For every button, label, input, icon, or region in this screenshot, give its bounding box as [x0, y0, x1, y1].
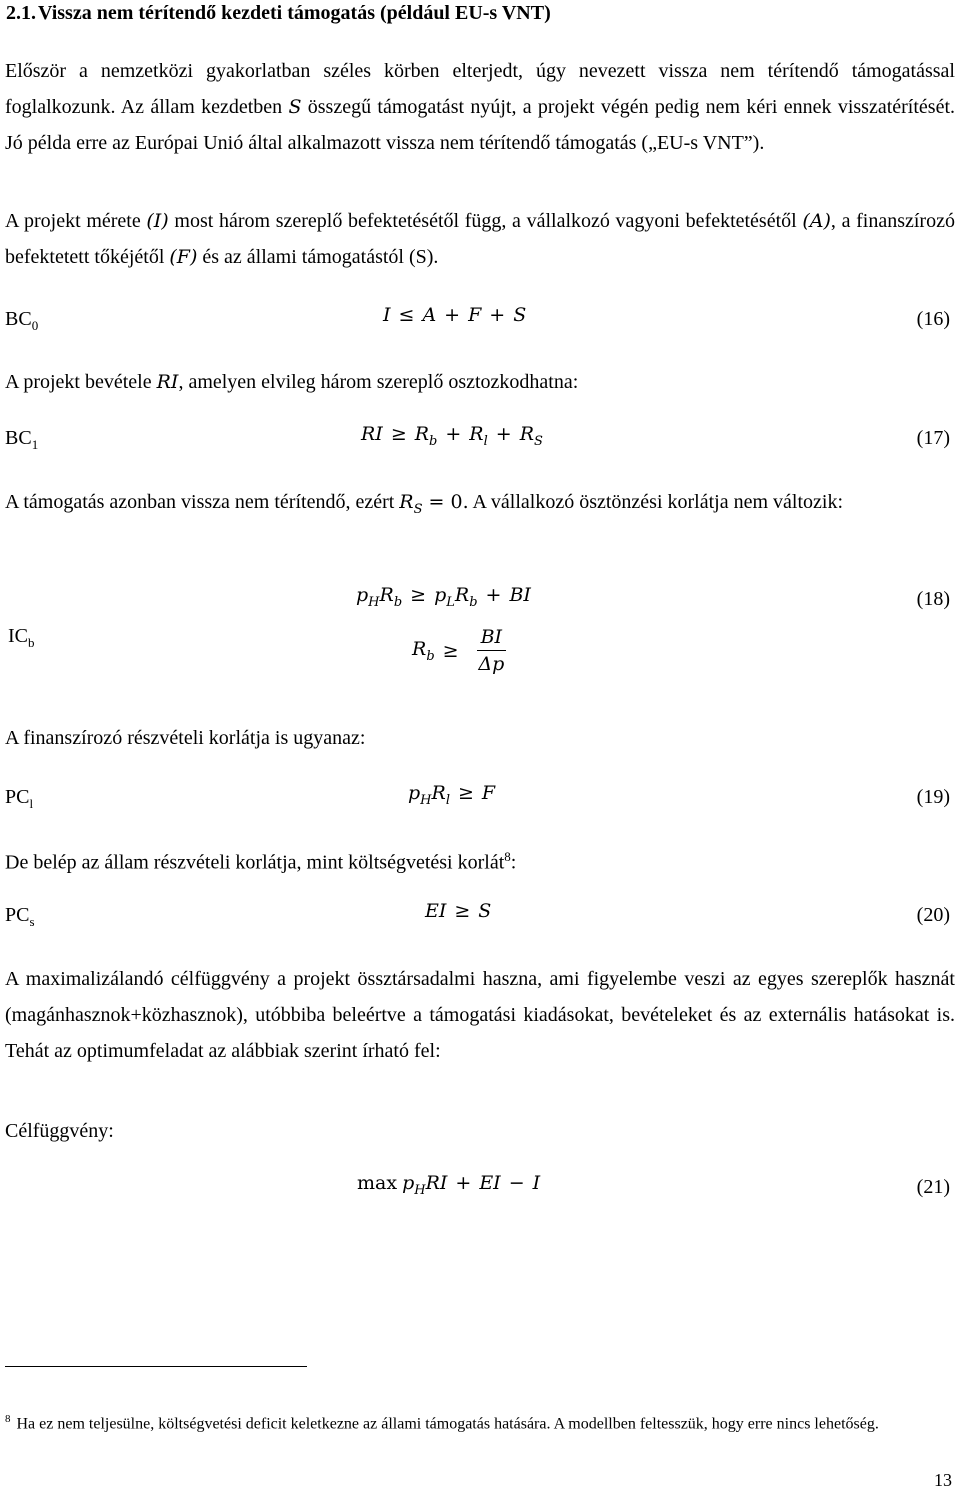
equation-number: (16): [916, 308, 950, 330]
footnote: [5, 1408, 955, 1435]
footnote-mark: 8: [5, 1413, 11, 1425]
equation-body-line2: $R_b$ ≥ $\frac{BI}{\Delta p}$: [412, 626, 505, 675]
paragraph-state: De belép az állam részvételi korlátja, mint költségvetési korlát$^8$:: [5, 849, 517, 874]
equation-body: I ≤ A + F + S: [383, 304, 527, 326]
equation-number: (21): [916, 1176, 950, 1198]
section-title: Vissza nem térítendő kezdeti támogatás (például EU-s VNT): [38, 2, 551, 24]
paragraph-financier: A finanszírozó részvételi korlátja is ugyanaz:: [5, 727, 366, 749]
equation-label: $BC_0$: [5, 308, 39, 333]
equation-number: (18): [916, 588, 950, 610]
equation-17: [5, 421, 950, 461]
equation-number: (17): [916, 427, 950, 449]
equation-16: [5, 302, 950, 342]
equation-label: $IC_b$: [8, 625, 35, 650]
equation-21: [5, 1170, 950, 1210]
paragraph-subsidy: A támogatás azonban vissza nem térítendő, ezért $R_S = 0$. A vállalkozó ösztönzési korlátja nem változik:: [5, 491, 844, 517]
equation-body-line1: $p_HR_b \ge p_LR_b$ + BI: [356, 584, 531, 610]
footnote-separator: [5, 1366, 307, 1367]
equation-label: $BC_1$: [5, 427, 39, 452]
footnote-text: Ha ez nem teljesülne, költségvetési deficit keletkezne az állami támogatás hatására. A modellben feltesszük, hogy erre nincs lehetőség.: [16, 1415, 879, 1433]
equation-number: (19): [916, 786, 950, 808]
page-number: 13: [934, 1470, 952, 1490]
equation-20: [5, 898, 950, 938]
equation-body: $p_HR_l \ge F$: [408, 782, 496, 808]
equation-label: $PC_s$: [5, 904, 35, 929]
section-number: 2.1.: [6, 2, 36, 24]
section-heading: [6, 2, 551, 25]
equation-label: $PC_l$: [5, 786, 34, 811]
equation-body: EI ≥ S: [425, 900, 492, 922]
equation-body: RI ≥ $R_b + R_l + R_S$: [361, 423, 543, 449]
equation-body: $\max p_HRI$ + EI − I: [357, 1172, 541, 1198]
paragraph-revenue: A projekt bevétele RI, amelyen elvileg három szereplő osztozkodhatna:: [5, 371, 579, 393]
equation-number: (20): [916, 904, 950, 926]
paragraph-target-function: Célfüggvény:: [5, 1120, 114, 1142]
paragraph-intro: Először a nemzetközi gyakorlatban széles körben elterjedt, úgy nevezett vissza nem térítendő támogatással foglalkozunk. Az állam kezdetben S összegű támogatást nyújt, a projekt végén pedig nem kéri ennek visszatérítését. Jó példa erre az Európai Unió által alkalmazott vissza nem térítendő támogatás („EU-s VNT”).: [5, 60, 956, 154]
footnote-ref: 8: [504, 849, 511, 864]
equation-19: [5, 780, 950, 820]
paragraph-objective: A maximalizálandó célfüggvény a projekt össztársadalmi haszna, ami figyelembe veszi az egyes szereplők hasznát (magánhasznok+közhasznok), utóbbiba beleértve a támogatási kiadásokat, bevételeket és az externális hatásokat is. Tehát az optimumfeladat az alábbiak szerint írható fel:: [5, 968, 955, 1062]
paragraph-project-size: A projekt mérete (I) most három szereplő befektetésétől függ, a vállalkozó vagyoni befektetésétől (A), a finanszírozó befektetett tőkéjétől (F) és az állami támogatástól (S).: [5, 210, 955, 268]
